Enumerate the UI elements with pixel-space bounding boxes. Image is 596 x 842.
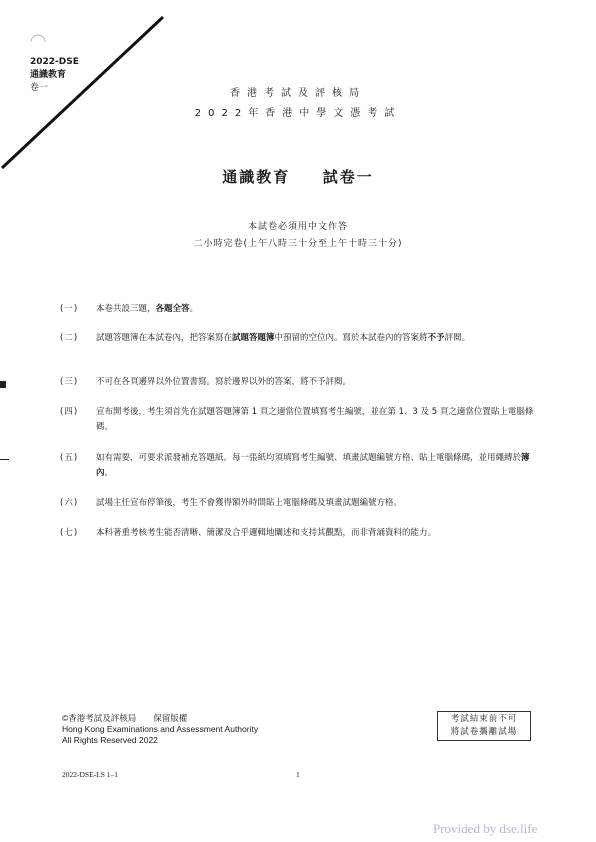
notice-line-2: 將試卷攜離試場	[450, 727, 518, 737]
page-number: 1	[296, 770, 300, 779]
authority-name: 香港考試及評核局	[230, 88, 366, 99]
instruction-item	[60, 302, 540, 317]
corner-paper: 卷一	[30, 83, 49, 93]
instruction-text: 本卷共設三題，	[96, 304, 156, 314]
paper-title	[0, 166, 596, 187]
instruction-item	[60, 496, 540, 511]
instruction-number: (四)	[60, 407, 79, 417]
instruction-number: (七)	[60, 528, 79, 538]
instruction-text-mid: 中預留的空位內。寫於本試卷內的答案將	[274, 333, 428, 343]
margin-tick-mark	[0, 459, 9, 460]
instruction-item	[60, 451, 540, 481]
copyright-chinese: ©香港考試及評核局 保留版權	[62, 713, 188, 723]
hole-punch-mark	[31, 35, 45, 42]
instruction-text-end: 評閱。	[444, 333, 471, 343]
watermark-text: Provided by dse.life	[433, 821, 538, 836]
instruction-emphasis: 各題全答	[155, 304, 190, 314]
title-subject: 通識教育	[222, 168, 291, 186]
notice-box	[437, 711, 531, 741]
instruction-text: 試題答題簿在本試卷內，把答案寫在	[96, 333, 233, 343]
instruction-text-end: 。	[104, 468, 114, 478]
instruction-text: 如有需要，可要求派發補充答題紙。每一張紙均須填寫考生編號、填畫試題編號方格、貼上電腦條碼，並用繩縛於	[96, 453, 522, 463]
title-paper: 試卷一	[322, 168, 374, 186]
copyright-authority: Hong Kong Examinations and Assessment Authority	[62, 724, 259, 734]
exam-name: 2022年香港中學文憑考試	[194, 108, 402, 119]
instruction-item	[60, 331, 540, 346]
instruction-item	[60, 526, 540, 541]
notice-line-1: 考試結束前不可	[450, 714, 518, 724]
instruction-number: (五)	[60, 453, 79, 463]
instruction-number: (六)	[60, 498, 79, 508]
copyright-block	[62, 713, 258, 746]
language-requirement: 本試卷必須用中文作答	[247, 222, 348, 232]
instruction-emphasis-2: 不予	[427, 333, 445, 343]
exam-duration: 二小時完卷(上午八時三十分至上午十時三十分)	[193, 239, 403, 249]
instruction-text: 不可在各頁邊界以外位置書寫。寫於邊界以外的答案，將不予評閱。	[96, 377, 352, 387]
paper-code: 2022-DSE-LS 1–1	[62, 770, 119, 779]
instruction-emphasis: 試題答題簿	[232, 333, 275, 343]
instruction-text: 試場主任宣布停筆後，考生不會獲得額外時間貼上電腦條碼及填畫試題編號方格。	[96, 498, 403, 508]
instruction-text: 宣布開考後，考生須首先在試題答題簿第 1 頁之適當位置填寫考生編號，並在第 1、3 及 5 頁之適當位置貼上電腦條碼。	[96, 407, 534, 432]
instruction-emphasis: 簿內	[96, 453, 530, 478]
margin-block-mark	[0, 381, 6, 388]
instruction-item	[60, 375, 540, 390]
instruction-number: (二)	[60, 333, 79, 343]
copyright-rights: All Rights Reserved 2022	[62, 735, 158, 745]
corner-exam-code: 2022-DSE	[30, 57, 79, 67]
instruction-text: 本科著重考核考生能否清晰、簡潔及合乎邏輯地闡述和支持其觀點，而非背誦資料的能力。	[96, 528, 437, 538]
instruction-item	[60, 405, 540, 435]
instruction-number: (一)	[60, 304, 79, 314]
instruction-text-end: 。	[189, 304, 199, 314]
instruction-number: (三)	[60, 377, 79, 387]
corner-subject: 通識教育	[30, 70, 67, 80]
